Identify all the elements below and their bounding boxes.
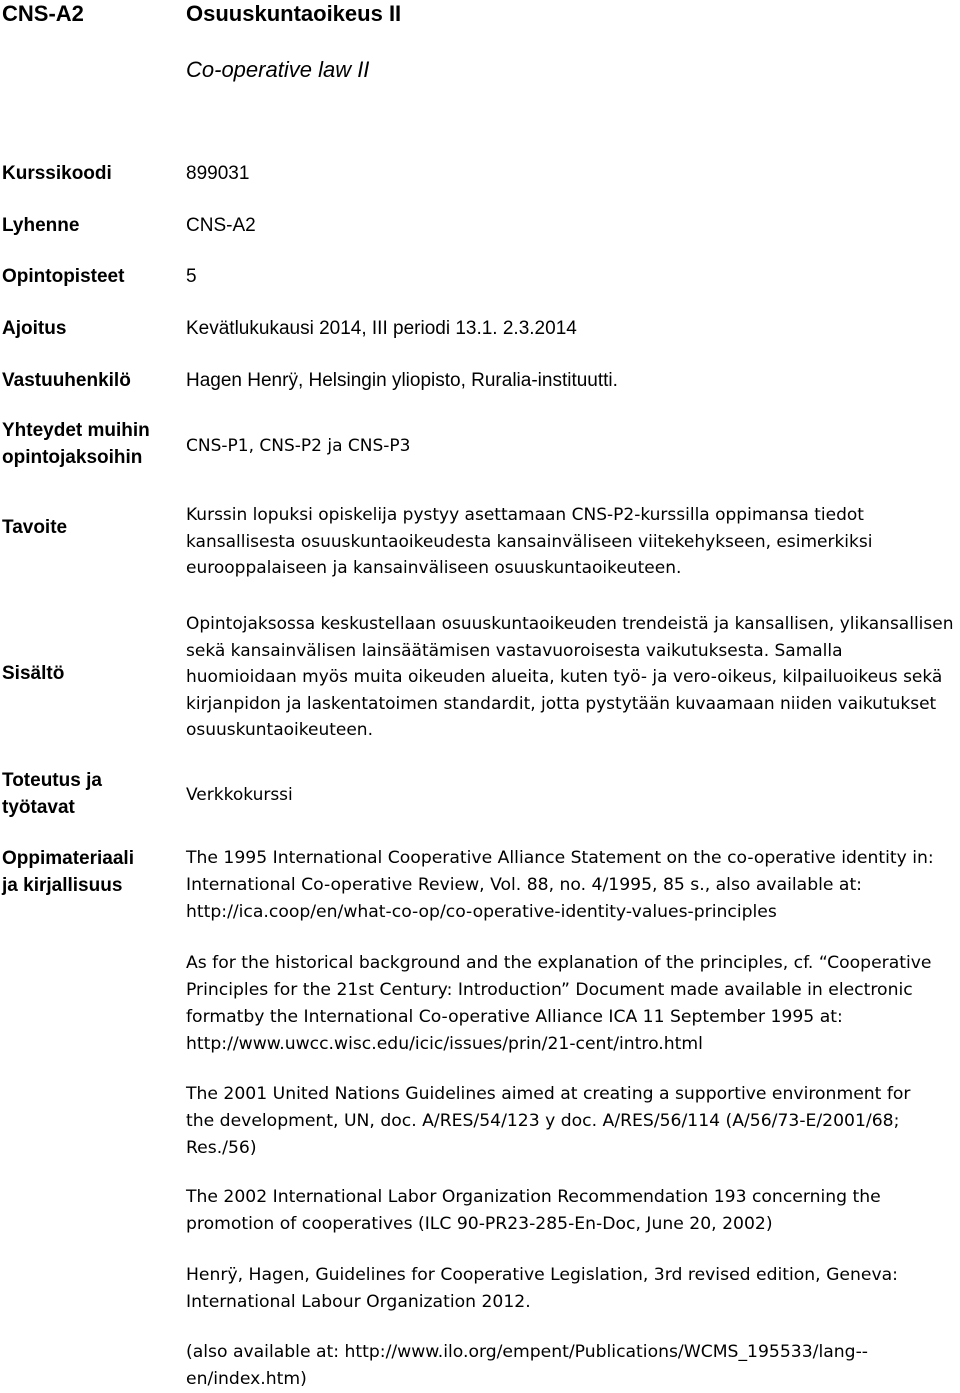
- label-sisalto: Sisältö: [2, 663, 65, 684]
- reference-3: [186, 1081, 958, 1162]
- value-yhteydet: CNS-P1, CNS-P2 ja CNS-P3: [186, 436, 411, 456]
- value-kurssikoodi: 899031: [186, 163, 250, 184]
- value-tavoite: Kurssin lopuksi opiskelija pystyy asettamaan CNS-P2-kurssilla oppimansa tiedot kansallisesta osuuskuntaoikeudesta kansainväliseen viitekehykseen, esimerkiksi eurooppalaiseen ja kansainväliseen osuuskuntaoikeuteen.: [186, 505, 873, 578]
- label-tavoite: Tavoite: [2, 517, 68, 538]
- label-yhteydet-line1: Yhteydet muihin: [2, 420, 150, 441]
- label-oppimateriaali-line2: ja kirjallisuus: [2, 875, 123, 896]
- label-toteutus: [2, 767, 102, 821]
- reference-line: International Co-operative Review, Vol. 88, no. 4/1995, 85 s., also available at:: [186, 875, 862, 895]
- reference-line: The 1995 International Cooperative Alliance Statement on the co-operative identity in:: [186, 848, 934, 868]
- label-opintopisteet: Opintopisteet: [2, 266, 125, 287]
- reference-line: Henrÿ, Hagen, Guidelines for Cooperative Legislation, 3rd revised edition, Geneva:: [186, 1265, 898, 1285]
- value-toteutus: Verkkokurssi: [186, 785, 293, 805]
- course-subtitle: Co-operative law II: [186, 57, 370, 82]
- value-ajoitus: Kevätlukukausi 2014, III periodi 13.1. 2.3.2014: [186, 318, 577, 339]
- course-code-heading: CNS-A2: [2, 1, 84, 26]
- reference-link[interactable]: http://www.uwcc.wisc.edu/icic/issues/prin/21-cent/intro.html: [186, 1034, 703, 1054]
- reference-line: The 2002 International Labor Organization Recommendation 193 concerning the: [186, 1187, 881, 1207]
- reference-link[interactable]: (also available at: http://www.ilo.org/empent/Publications/WCMS_195533/lang--: [186, 1342, 868, 1362]
- reference-link[interactable]: en/index.htm): [186, 1369, 307, 1389]
- reference-line: the development, UN, doc. A/RES/54/123 y doc. A/RES/56/114 (A/56/73-E/2001/68;: [186, 1111, 900, 1131]
- label-kurssikoodi: Kurssikoodi: [2, 163, 112, 184]
- label-toteutus-line2: työtavat: [2, 797, 75, 818]
- value-vastuuhenkilo: Hagen Henrÿ, Helsingin yliopisto, Ruralia-instituutti.: [186, 370, 618, 391]
- reference-line: Principles for the 21st Century: Introduction” Document made available in electronic: [186, 980, 913, 1000]
- reference-6: [186, 1339, 958, 1393]
- course-title: Osuuskuntaoikeus II: [186, 1, 402, 26]
- reference-2: [186, 950, 958, 1058]
- reference-5: [186, 1262, 958, 1316]
- value-opintopisteet: 5: [186, 266, 197, 287]
- reference-line: International Labour Organization 2012.: [186, 1292, 531, 1312]
- reference-line: As for the historical background and the explanation of the principles, cf. “Cooperative: [186, 953, 932, 973]
- value-lyhenne: CNS-A2: [186, 215, 256, 236]
- label-ajoitus: Ajoitus: [2, 318, 67, 339]
- reference-line: formatby the International Co-operative Alliance ICA 11 September 1995 at:: [186, 1007, 843, 1027]
- label-vastuuhenkilo: Vastuuhenkilö: [2, 370, 131, 391]
- reference-link[interactable]: http://ica.coop/en/what-co-op/co-operative-identity-values-principles: [186, 902, 777, 922]
- reference-1: [186, 845, 958, 926]
- reference-line: Res./56): [186, 1138, 257, 1158]
- value-sisalto: Opintojaksossa keskustellaan osuuskuntaoikeuden trendeistä ja kansallisen, ylikansallisen sekä kansainvälisen lainsäätämisen vastavuoroisesta vaikutuksesta. Samalla huomioidaan myös muita oikeuden alueita, kuten työ- ja vero-oikeus, kilpailuoikeus sekä kirjanpidon ja laskentatoimen standardit, jotta pystytään kuvaamaan niiden vaikutukset osuuskuntaoikeuteen.: [186, 614, 954, 740]
- label-oppimateriaali-line1: Oppimateriaali: [2, 848, 134, 869]
- label-lyhenne: Lyhenne: [2, 215, 80, 236]
- label-yhteydet: [2, 417, 150, 471]
- label-oppimateriaali: [2, 845, 134, 899]
- label-toteutus-line1: Toteutus ja: [2, 770, 102, 791]
- label-yhteydet-line2: opintojaksoihin: [2, 447, 143, 468]
- reference-line: promotion of cooperatives (ILC 90-PR23-285-En-Doc, June 20, 2002): [186, 1214, 773, 1234]
- reference-line: The 2001 United Nations Guidelines aimed at creating a supportive environment for: [186, 1084, 911, 1104]
- reference-4: [186, 1184, 958, 1238]
